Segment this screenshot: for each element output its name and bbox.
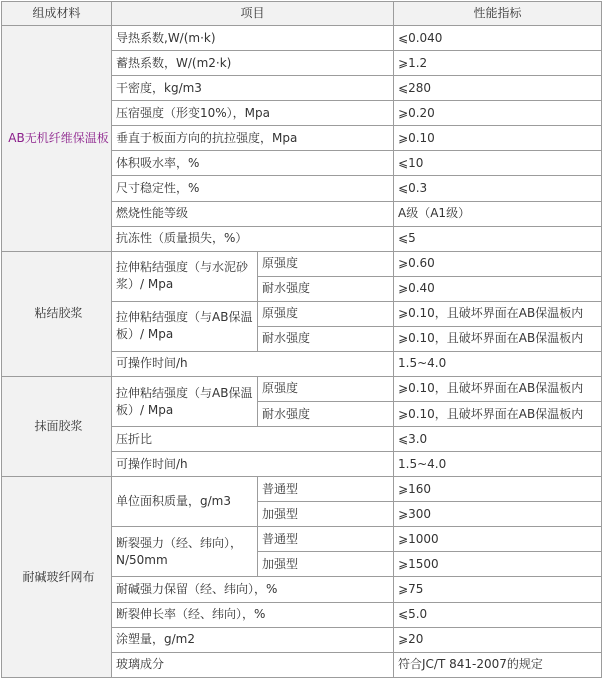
item-cell: 拉伸粘结强度（与AB保温板）/ Mpa (112, 376, 258, 426)
item-cell: 耐碱强力保留（经、纬向），% (112, 577, 394, 602)
header-row (2, 2, 602, 26)
value-cell: ⩾0.10，且破坏界面在AB保温板内 (394, 402, 602, 427)
condition-cell: 原强度 (258, 251, 394, 276)
item-cell: 压宿强度（形变10%），Mpa (112, 101, 394, 126)
item-cell: 抗冻性（质量损失，%） (112, 226, 394, 251)
table-row (2, 376, 602, 401)
condition-cell: 耐水强度 (258, 326, 394, 351)
header-indicator: 性能指标 (394, 2, 602, 26)
item-cell: 涂塑量，g/m2 (112, 627, 394, 652)
item-cell: 单位面积质量，g/m3 (112, 477, 258, 527)
condition-cell: 普通型 (258, 477, 394, 502)
spec-table (1, 1, 602, 678)
item-cell: 导热系数,W/(m·k) (112, 26, 394, 51)
group-bonding-mortar: 粘结胶浆 (2, 251, 112, 376)
value-cell: ⩽5 (394, 226, 602, 251)
value-cell: ⩽0.040 (394, 26, 602, 51)
value-cell: ⩾75 (394, 577, 602, 602)
value-cell: ⩾160 (394, 477, 602, 502)
value-cell: ⩾0.10，且破坏界面在AB保温板内 (394, 301, 602, 326)
group-ab-board: AB无机纤维保温板 (2, 26, 112, 252)
group-plaster-mortar: 抹面胶浆 (2, 376, 112, 476)
item-cell: 燃烧性能等级 (112, 201, 394, 226)
item-cell: 尺寸稳定性，% (112, 176, 394, 201)
value-cell: A级（A1级） (394, 201, 602, 226)
header-material: 组成材料 (2, 2, 112, 26)
item-cell: 体积吸水率，% (112, 151, 394, 176)
value-cell: ⩽5.0 (394, 602, 602, 627)
condition-cell: 原强度 (258, 301, 394, 326)
table-row (2, 251, 602, 276)
item-cell: 断裂伸长率（经、纬向），% (112, 602, 394, 627)
value-cell: ⩾0.20 (394, 101, 602, 126)
value-cell: ⩾1500 (394, 552, 602, 577)
item-cell: 断裂强力（经、纬向），N/50mm (112, 527, 258, 577)
value-cell: 1.5~4.0 (394, 351, 602, 376)
value-cell: ⩾300 (394, 502, 602, 527)
condition-cell: 耐水强度 (258, 402, 394, 427)
value-cell: ⩾0.40 (394, 276, 602, 301)
value-cell: 符合JC/T 841-2007的规定 (394, 652, 602, 677)
value-cell: ⩾0.10，且破坏界面在AB保温板内 (394, 326, 602, 351)
header-item: 项目 (112, 2, 394, 26)
table-row (2, 477, 602, 502)
item-cell: 压折比 (112, 427, 394, 452)
item-cell: 垂直于板面方向的抗拉强度，Mpa (112, 126, 394, 151)
condition-cell: 加强型 (258, 552, 394, 577)
value-cell: ⩽280 (394, 76, 602, 101)
item-cell: 可操作时间/h (112, 452, 394, 477)
value-cell: ⩾0.10 (394, 126, 602, 151)
group-mesh: 耐碱玻纤网布 (2, 477, 112, 678)
value-cell: ⩽3.0 (394, 427, 602, 452)
value-cell: ⩾0.10，且破坏界面在AB保温板内 (394, 376, 602, 401)
value-cell: ⩽10 (394, 151, 602, 176)
condition-cell: 普通型 (258, 527, 394, 552)
value-cell: 1.5~4.0 (394, 452, 602, 477)
item-cell: 拉伸粘结强度（与AB保温板）/ Mpa (112, 301, 258, 351)
condition-cell: 加强型 (258, 502, 394, 527)
value-cell: ⩾1000 (394, 527, 602, 552)
item-cell: 拉伸粘结强度（与水泥砂浆）/ Mpa (112, 251, 258, 301)
item-cell: 可操作时间/h (112, 351, 394, 376)
item-cell: 干密度，kg/m3 (112, 76, 394, 101)
value-cell: ⩾0.60 (394, 251, 602, 276)
value-cell: ⩾20 (394, 627, 602, 652)
value-cell: ⩾1.2 (394, 51, 602, 76)
condition-cell: 原强度 (258, 376, 394, 401)
item-cell: 玻璃成分 (112, 652, 394, 677)
item-cell: 蓄热系数，W/(m2·k) (112, 51, 394, 76)
value-cell: ⩽0.3 (394, 176, 602, 201)
condition-cell: 耐水强度 (258, 276, 394, 301)
table-row (2, 26, 602, 51)
